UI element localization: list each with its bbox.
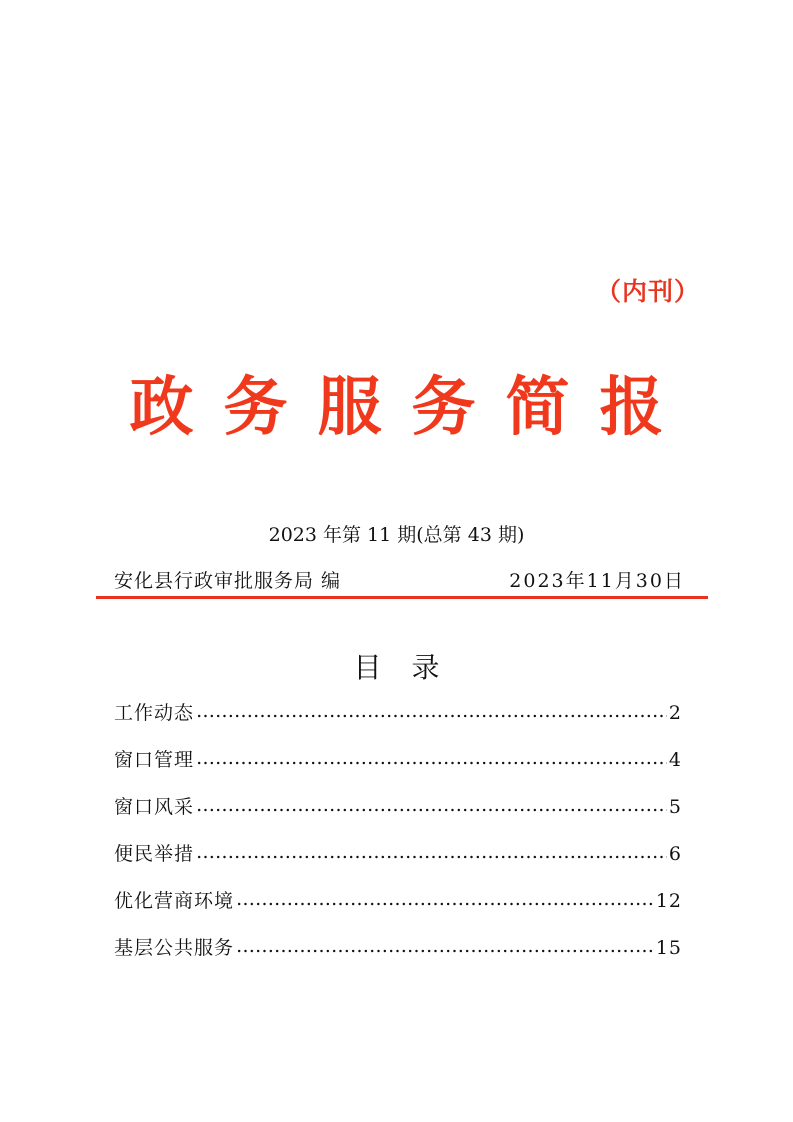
toc-entry-business-environment[interactable] xyxy=(114,886,682,933)
toc-entry-page: 12 xyxy=(655,890,682,912)
toc-entry-title: 工作动态 xyxy=(114,702,195,724)
toc-entry-convenience-measures[interactable] xyxy=(114,839,682,886)
toc-entry-page: 6 xyxy=(668,843,682,865)
toc-heading: 目录 xyxy=(353,651,470,684)
toc-leader-dots xyxy=(236,888,654,907)
bulletin-title: 政务服务简报 xyxy=(129,370,694,445)
toc-entry-title: 基层公共服务 xyxy=(114,937,235,959)
toc-entry-title: 窗口管理 xyxy=(114,749,195,771)
toc-entry-grassroots-public-service[interactable] xyxy=(114,933,682,980)
toc-entry-page: 15 xyxy=(655,937,682,959)
table-of-contents xyxy=(114,698,682,980)
toc-leader-dots xyxy=(196,700,667,719)
toc-entry-page: 2 xyxy=(668,702,682,724)
toc-entry-title: 优化营商环境 xyxy=(114,890,235,912)
toc-entry-title: 便民举措 xyxy=(114,843,195,865)
toc-entry-work-news[interactable] xyxy=(114,698,682,745)
toc-entry-page: 5 xyxy=(668,796,682,818)
toc-leader-dots xyxy=(196,794,667,813)
publication-date: 2023年11月30日 xyxy=(509,570,685,592)
toc-entry-page: 4 xyxy=(668,749,682,771)
toc-leader-dots xyxy=(236,935,654,954)
toc-entry-window-style[interactable] xyxy=(114,792,682,839)
toc-entry-title: 窗口风采 xyxy=(114,796,195,818)
red-divider-rule xyxy=(96,596,708,599)
editor-line: 安化县行政审批服务局 编 xyxy=(114,570,342,592)
issue-number: 2023 年第 11 期(总第 43 期) xyxy=(268,524,525,546)
toc-entry-window-management[interactable] xyxy=(114,745,682,792)
internal-publication-label: （内刊） xyxy=(596,277,701,306)
toc-leader-dots xyxy=(196,841,667,860)
toc-leader-dots xyxy=(196,747,667,766)
